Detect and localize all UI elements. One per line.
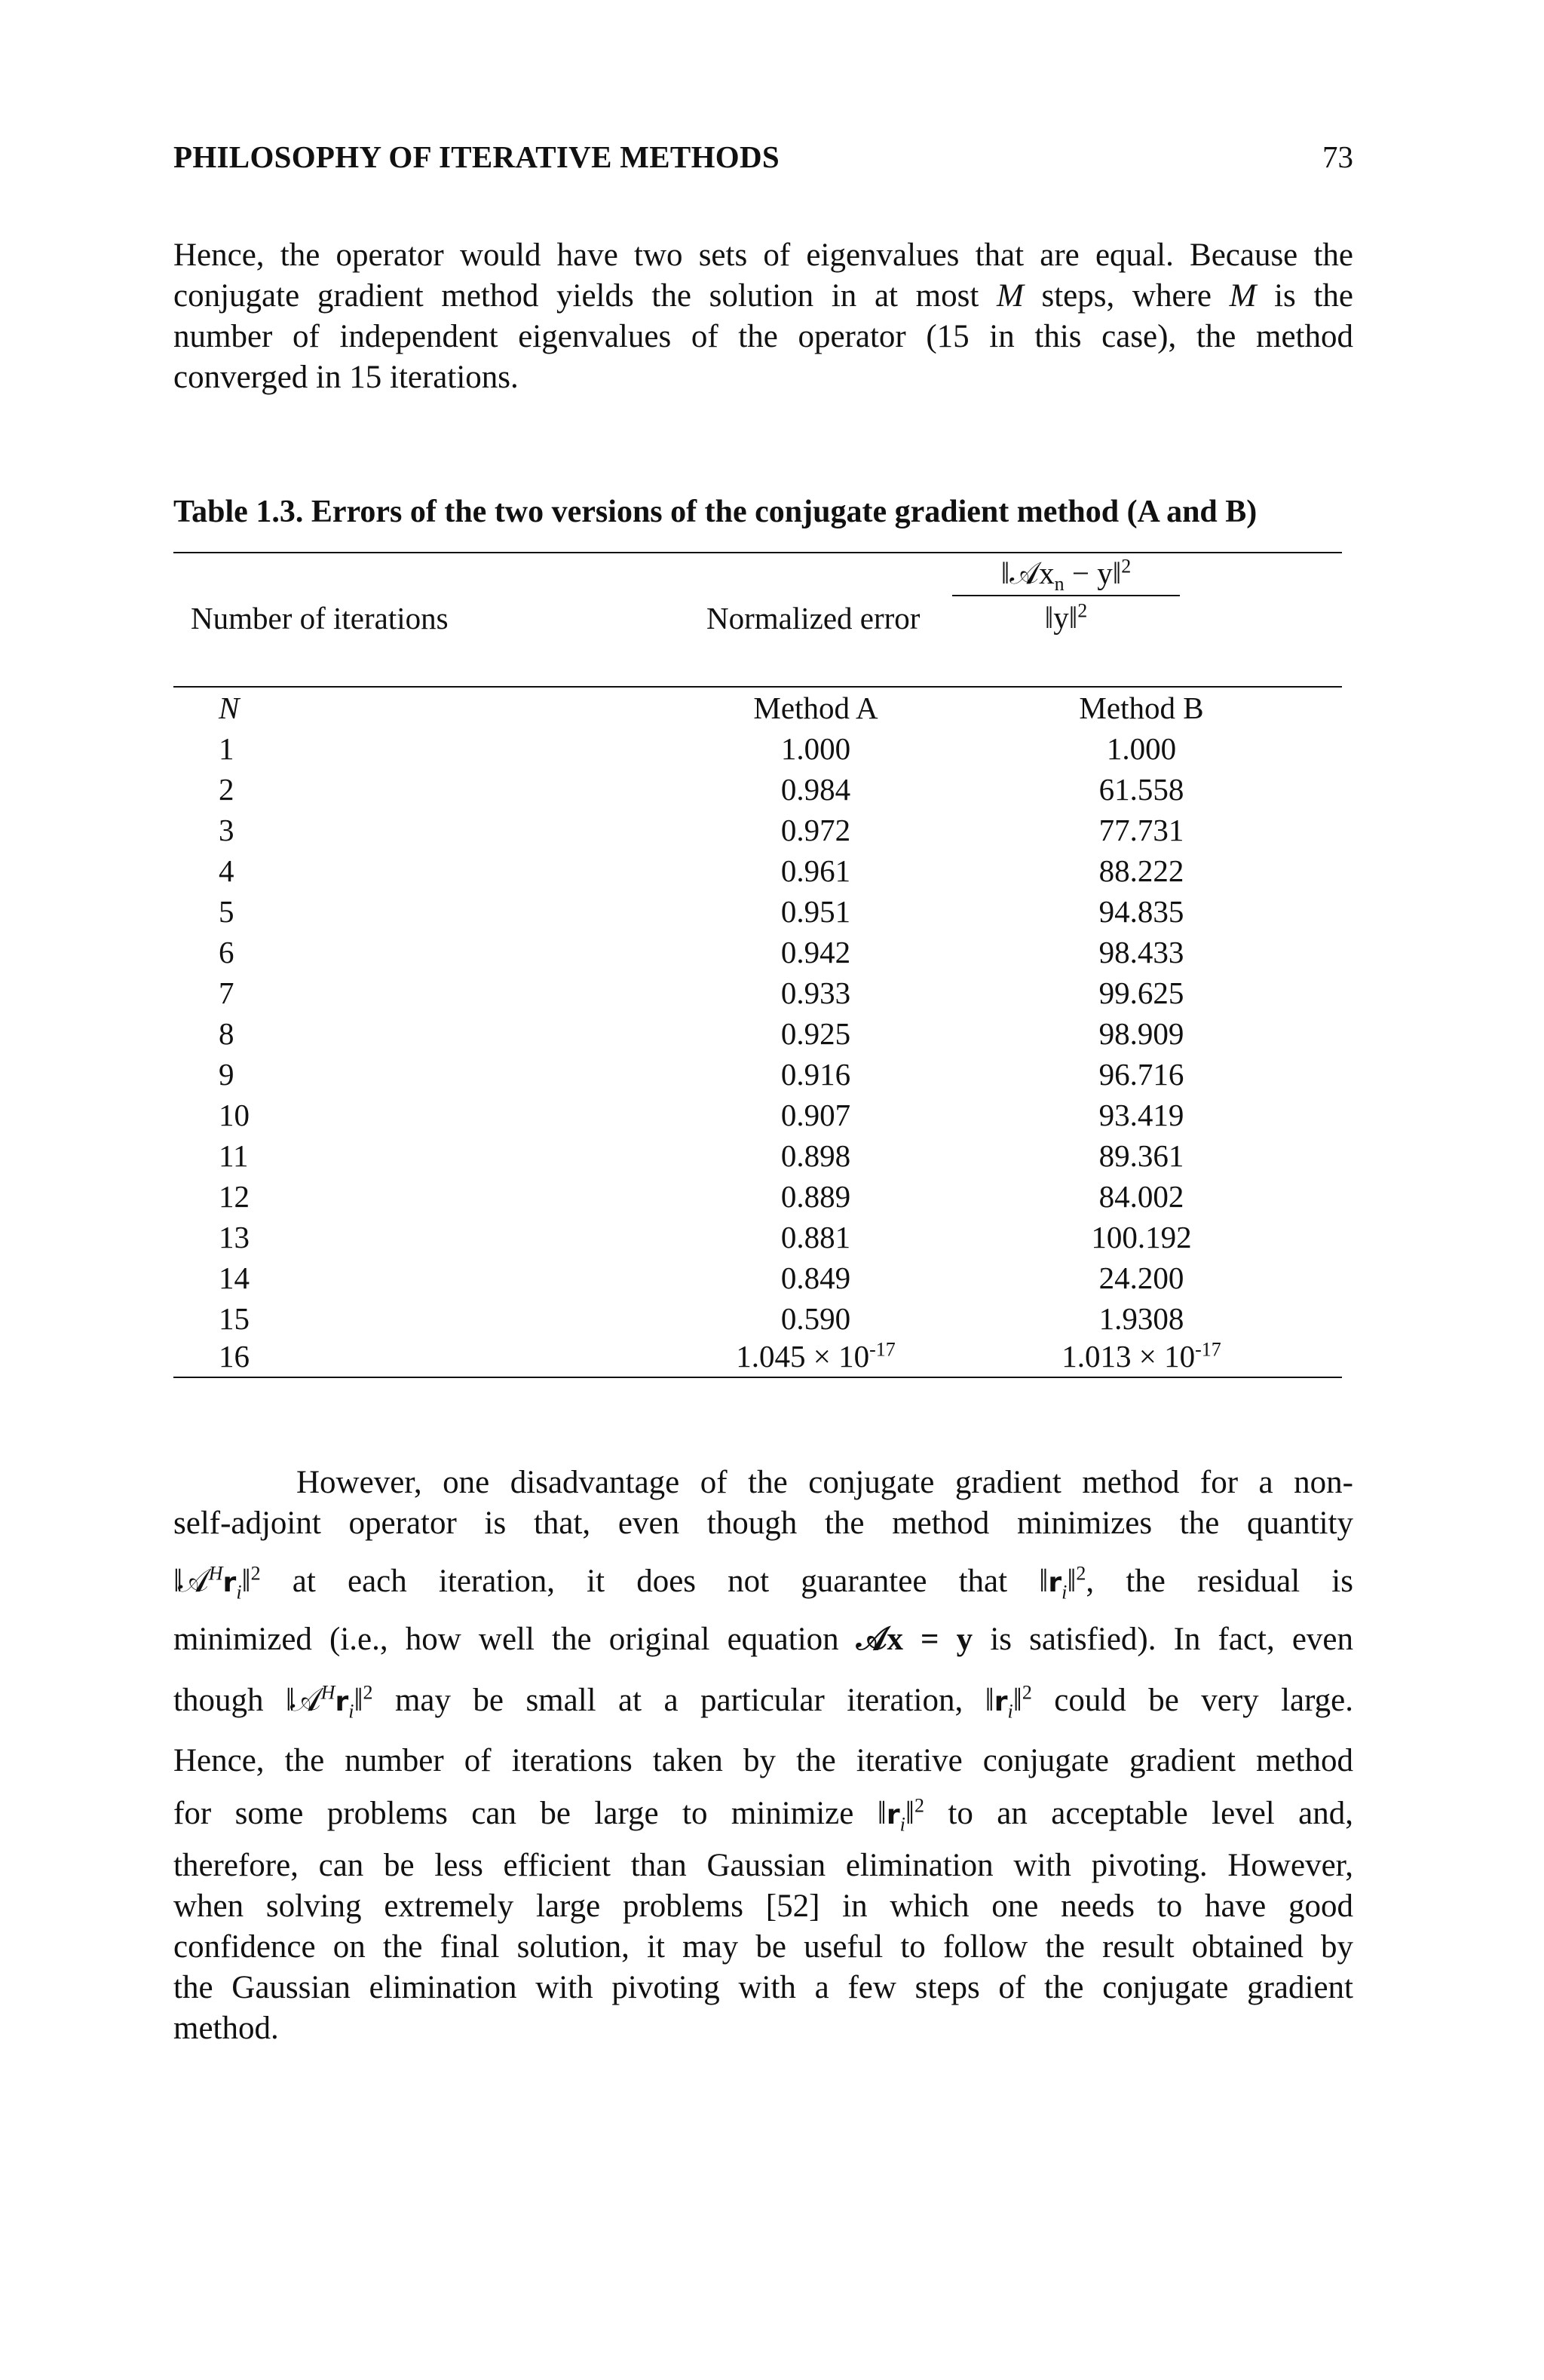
cell-n: 10 — [219, 1098, 250, 1132]
text-segment: may be small at a particular iteration, — [394, 1683, 963, 1718]
cell-n: 8 — [219, 1016, 234, 1051]
text-line: method. — [173, 2011, 279, 2046]
text-line: Hence, the operator would have two sets of eigenvalues that are equal. Because the — [173, 237, 1353, 273]
math-square: 2 — [1022, 1681, 1032, 1704]
method-a-mantissa: 1.045 × 10 — [736, 1339, 870, 1374]
cell-method-a: 0.951 — [780, 894, 851, 929]
denominator-exponent: 2 — [1077, 599, 1088, 622]
cell-method-b: 24.200 — [1098, 1260, 1184, 1295]
table-bottom-rule — [173, 1377, 1342, 1378]
math-subscript-i: i — [899, 1813, 905, 1836]
cell-n: 11 — [219, 1138, 249, 1173]
cell-n: 7 — [219, 976, 234, 1010]
cell-method-b: 94.835 — [1098, 894, 1184, 929]
math-subscript-i: i — [236, 1581, 242, 1604]
math-square: 2 — [250, 1562, 261, 1585]
text-segment: , the residual is — [1086, 1564, 1353, 1599]
cell-method-a: 1.000 — [780, 731, 851, 766]
subheader-method-a: Method A — [753, 691, 878, 725]
table-row — [173, 850, 1342, 891]
text-line: the Gaussian elimination with pivoting with a few steps of the conjugate gradient — [173, 1970, 1353, 2005]
paragraph-intro — [173, 235, 1353, 398]
text-line: However, one disadvantage of the conjugate gradient method for a non- — [296, 1465, 1353, 1500]
math-open: ‖ — [877, 1796, 882, 1831]
cell-n: 2 — [219, 772, 234, 807]
cell-method-b — [1021, 1336, 1262, 1377]
math-subscript-i: i — [348, 1700, 354, 1723]
cell-n: 5 — [219, 894, 234, 929]
table-row — [173, 769, 1342, 810]
text-line-with-math — [173, 1784, 1353, 1845]
math-square: 2 — [1076, 1562, 1086, 1585]
math-open: ‖𝒜 — [285, 1683, 317, 1718]
cell-n: 4 — [219, 853, 234, 888]
table-row — [173, 932, 1342, 973]
math-equation: 𝒜x = y — [856, 1622, 973, 1657]
page-number: 73 — [1322, 139, 1353, 174]
table-row — [173, 1217, 1342, 1257]
math-r: r — [994, 1686, 1008, 1717]
text-segment: at each iteration, it does not guarantee that — [292, 1564, 1008, 1599]
math-close: ‖ — [905, 1796, 910, 1831]
text-line: when solving extremely large problems [52] in which one needs to have good — [173, 1888, 1353, 1924]
math-square: 2 — [914, 1794, 924, 1817]
text-line: confidence on the final solution, it may be useful to follow the result obtained by — [173, 1929, 1353, 1965]
method-b-exponent: -17 — [1195, 1338, 1221, 1361]
column-header-normalized-error: Normalized error — [706, 601, 921, 636]
text-line: number of independent eigenvalues of the operator (15 in this case), the method — [173, 319, 1353, 354]
cell-method-a: 0.961 — [780, 853, 851, 888]
fraction-bar — [952, 595, 1180, 596]
cell-method-b: 84.002 — [1098, 1179, 1184, 1214]
table-row — [173, 1135, 1342, 1176]
text-segment: to an acceptable level and, — [948, 1796, 1354, 1831]
cell-n: 15 — [219, 1301, 250, 1336]
math-close: ‖ — [1012, 1683, 1018, 1718]
paragraph-disadvantage — [173, 1463, 1353, 2049]
denominator-part: ‖y‖ — [1044, 600, 1078, 635]
text-segment: though — [173, 1683, 264, 1718]
cell-method-a: 0.984 — [780, 772, 851, 807]
cell-n: 12 — [219, 1179, 250, 1214]
math-square: 2 — [363, 1681, 373, 1704]
cell-n: 9 — [219, 1057, 234, 1092]
table-subheader-row — [173, 688, 1342, 728]
table-row — [173, 810, 1342, 850]
table-row — [173, 1257, 1342, 1298]
cell-method-a: 0.590 — [780, 1301, 851, 1336]
fraction-denominator — [952, 599, 1180, 635]
numerator-exponent: 2 — [1121, 555, 1132, 577]
text-line-with-math — [173, 1550, 1353, 1615]
text-line: therefore, can be less efficient than Gaussian elimination with pivoting. However, — [173, 1848, 1353, 1883]
method-b-mantissa: 1.013 × 10 — [1062, 1339, 1196, 1374]
cell-method-b: 77.731 — [1098, 813, 1184, 847]
text-line: Hence, the number of iterations taken by the iterative conjugate gradient method — [173, 1743, 1353, 1778]
cell-method-b: 89.361 — [1098, 1138, 1184, 1173]
text-line-with-math — [173, 1615, 1353, 1665]
cell-method-b: 98.433 — [1098, 935, 1184, 969]
table-row — [173, 891, 1342, 932]
cell-method-a: 0.889 — [780, 1179, 851, 1214]
cell-method-b: 96.716 — [1098, 1057, 1184, 1092]
text-line: conjugate gradient method yields the solution in at most M steps, where M is the — [173, 278, 1353, 314]
cell-method-b: 100.192 — [1091, 1220, 1192, 1254]
table-row — [173, 1298, 1342, 1339]
math-r: r — [222, 1567, 237, 1598]
math-close: ‖ — [354, 1683, 359, 1718]
math-open: ‖ — [1039, 1564, 1044, 1599]
math-norm-ri — [985, 1681, 1032, 1723]
table-row — [173, 1336, 1342, 1377]
cell-method-a: 0.849 — [780, 1260, 851, 1295]
math-open: ‖𝒜 — [173, 1564, 204, 1599]
math-subscript-i: i — [1062, 1581, 1068, 1604]
math-close: ‖ — [241, 1564, 247, 1599]
math-norm-AH-ri — [285, 1681, 373, 1723]
cell-method-b: 61.558 — [1098, 772, 1184, 807]
math-norm-AH-ri — [173, 1562, 261, 1604]
cell-method-a: 0.925 — [780, 1016, 851, 1051]
math-superscript-h: H — [208, 1562, 223, 1585]
math-norm-ri — [1039, 1562, 1086, 1604]
cell-method-a: 0.907 — [780, 1098, 851, 1132]
cell-method-b: 99.625 — [1098, 976, 1184, 1010]
fraction-numerator — [952, 555, 1180, 596]
text-segment: minimized (i.e., how well the original equation — [173, 1622, 839, 1657]
table-row — [173, 1054, 1342, 1095]
subheader-method-b: Method B — [1079, 691, 1204, 725]
normalized-error-fraction — [952, 555, 1180, 635]
table-row — [173, 1095, 1342, 1135]
cell-method-b: 1.000 — [1106, 731, 1177, 766]
cell-method-a: 0.916 — [780, 1057, 851, 1092]
table-top-rule — [173, 552, 1342, 553]
math-r: r — [886, 1800, 900, 1830]
table-row — [173, 728, 1342, 769]
cell-n: 14 — [219, 1260, 250, 1295]
table-row — [173, 973, 1342, 1013]
cell-method-a: 0.972 — [780, 813, 851, 847]
numerator-subscript: n — [1054, 573, 1065, 596]
cell-n: 6 — [219, 935, 234, 969]
numerator-part: ‖𝒜x — [1000, 556, 1055, 590]
text-segment: could be very large. — [1054, 1683, 1354, 1718]
cell-method-b: 98.909 — [1098, 1016, 1184, 1051]
cell-method-a — [710, 1336, 921, 1377]
math-norm-ri — [877, 1794, 924, 1836]
cell-method-b: 93.419 — [1098, 1098, 1184, 1132]
table-row — [173, 1013, 1342, 1054]
text-segment: for some problems can be large to minimize — [173, 1796, 854, 1831]
text-line: converged in 15 iterations. — [173, 360, 519, 395]
method-a-exponent: -17 — [869, 1338, 896, 1361]
table-row — [173, 1176, 1342, 1217]
math-close: ‖ — [1067, 1564, 1072, 1599]
subheader-n: N — [219, 691, 240, 725]
cell-method-a: 0.898 — [780, 1138, 851, 1173]
text-line: self-adjoint operator is that, even though the method minimizes the quantity — [173, 1505, 1353, 1541]
cell-method-b: 1.9308 — [1098, 1301, 1184, 1336]
math-r: r — [335, 1686, 349, 1717]
cell-n: 3 — [219, 813, 234, 847]
text-line-with-math — [173, 1665, 1353, 1738]
cell-method-b: 88.222 — [1098, 853, 1184, 888]
cell-n: 13 — [219, 1220, 250, 1254]
math-r: r — [1048, 1567, 1062, 1598]
numerator-rest: − y‖ — [1064, 556, 1122, 590]
cell-method-a: 0.933 — [780, 976, 851, 1010]
running-head — [173, 139, 1353, 174]
cell-n: 1 — [219, 731, 234, 766]
cell-method-a: 0.881 — [780, 1220, 851, 1254]
math-superscript-h: H — [320, 1681, 335, 1704]
cell-method-a: 0.942 — [780, 935, 851, 969]
table-caption: Table 1.3. Errors of the two versions of the conjugate gradient method (A and B) — [173, 495, 1258, 529]
column-header-iterations: Number of iterations — [191, 601, 449, 636]
running-head-title: PHILOSOPHY OF ITERATIVE METHODS — [173, 139, 780, 174]
cell-n: 16 — [219, 1339, 250, 1374]
text-segment: is satisfied). In fact, even — [990, 1622, 1354, 1657]
math-open: ‖ — [985, 1683, 990, 1718]
math-subscript-i: i — [1007, 1700, 1013, 1723]
